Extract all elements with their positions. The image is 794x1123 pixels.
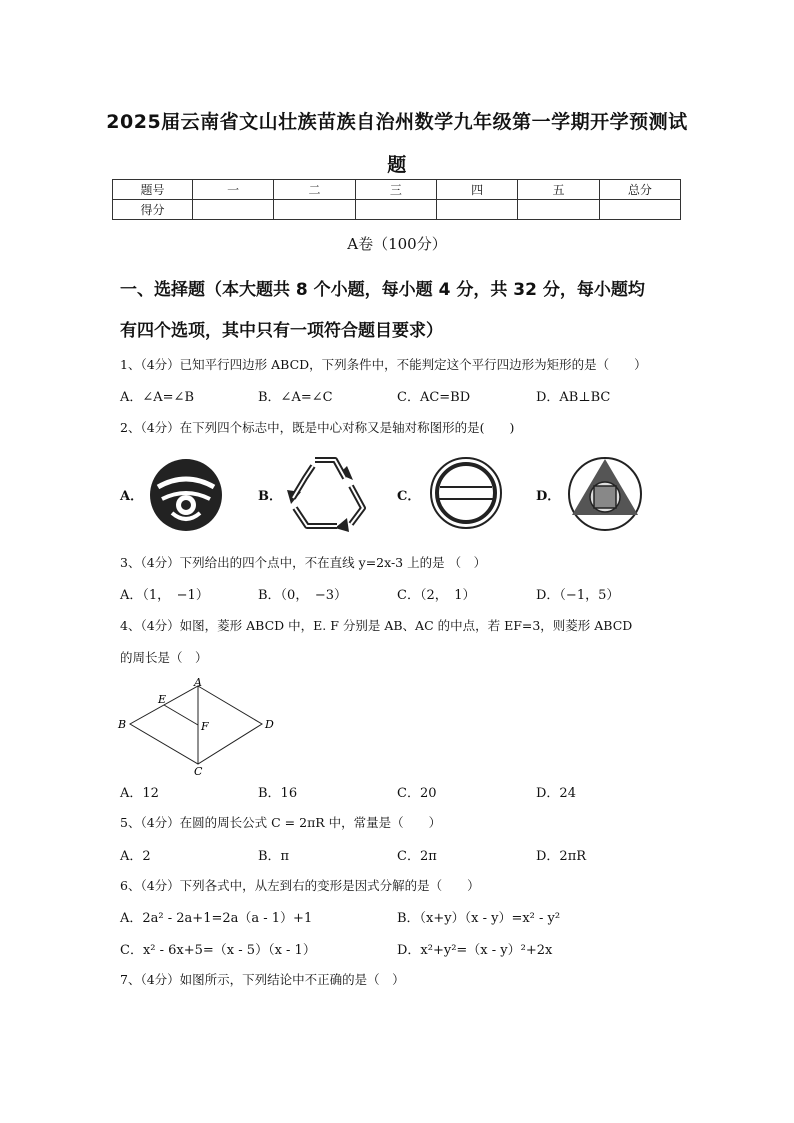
- question-2-text: 2、（4分）在下列四个标志中，既是中心对称又是轴对称图形的是( ): [120, 420, 515, 435]
- q6-option-c[interactable]: C．x² - 6x+5=（x - 5）（x - 1）: [120, 943, 316, 958]
- q6-option-d[interactable]: D．x²+y²=（x - y）²+2x: [397, 943, 553, 958]
- score-cell[interactable]: [436, 200, 517, 220]
- section-a-heading: A卷（100分）: [347, 235, 447, 253]
- score-cell[interactable]: [355, 200, 436, 220]
- q2-option-a[interactable]: A．: [120, 489, 144, 504]
- q1-option-c[interactable]: C．AC=BD: [397, 390, 471, 405]
- score-table-score-row: [113, 200, 681, 220]
- score-row-label: 得分: [113, 200, 193, 220]
- vertex-label-b: B: [118, 718, 127, 731]
- score-cell[interactable]: [274, 200, 355, 220]
- q5-option-a[interactable]: A．2: [120, 849, 151, 864]
- score-header-cell: 四: [436, 180, 517, 200]
- question-5-text: 5、（4分）在圆的周长公式 C = 2πR 中，常量是（ ）: [120, 815, 442, 830]
- score-header-cell: 题号: [113, 180, 193, 200]
- q5-option-d[interactable]: D．2πR: [536, 849, 587, 864]
- circle-bars-icon: [428, 455, 504, 531]
- bank-logo-icon: [148, 457, 224, 533]
- q3-option-a[interactable]: A．（1， −1）: [120, 588, 209, 603]
- score-cell[interactable]: [193, 200, 274, 220]
- q4-option-b[interactable]: B．16: [258, 786, 298, 801]
- recycle-icon: [285, 452, 369, 532]
- q5-option-c[interactable]: C．2π: [397, 849, 437, 864]
- circle-triangle-square-icon: [566, 455, 644, 533]
- score-header-cell: 总分: [599, 180, 680, 200]
- exam-title-line1: 2025届云南省文山壮族苗族自治州数学九年级第一学期开学预测试: [106, 111, 688, 133]
- q3-option-d[interactable]: D．（−1，5）: [536, 588, 620, 603]
- score-table-header-row: [113, 180, 681, 200]
- question-7-text: 7、（4分）如图所示，下列结论中不正确的是（ ）: [120, 972, 405, 987]
- question-1-text: 1、（4分）已知平行四边形 ABCD，下列条件中，不能判定这个平行四边形为矩形的是（ ）: [120, 357, 647, 372]
- score-header-cell: 三: [355, 180, 436, 200]
- question-6-text: 6、（4分）下列各式中，从左到右的变形是因式分解的是（ ）: [120, 878, 480, 893]
- vertex-label-d: D: [265, 718, 274, 731]
- score-cell[interactable]: [599, 200, 680, 220]
- q6-option-b[interactable]: B．（x+y）（x - y）=x² - y²: [397, 911, 561, 926]
- score-cell[interactable]: [518, 200, 599, 220]
- score-table: [112, 179, 681, 220]
- q5-option-b[interactable]: B．π: [258, 849, 290, 864]
- question-3-text: 3、（4分）下列给出的四个点中，不在直线 y=2x-3 上的是 （ ）: [120, 555, 487, 570]
- question-4-text-line2: 的周长是（ ）: [120, 650, 208, 665]
- question-4-text-line1: 4、（4分）如图，菱形 ABCD 中，E. F 分别是 AB、AC 的中点，若 EF=3，则菱形 ABCD: [120, 618, 633, 633]
- vertex-label-a: A: [194, 676, 202, 689]
- score-header-cell: 五: [518, 180, 599, 200]
- part1-heading-line2: 有四个选项，其中只有一项符合题目要求）: [120, 321, 443, 341]
- score-header-cell: 一: [193, 180, 274, 200]
- q4-option-a[interactable]: A．12: [120, 786, 159, 801]
- q6-option-a[interactable]: A．2a² - 2a+1=2a（a - 1）+1: [120, 911, 313, 926]
- point-label-f: F: [201, 720, 209, 733]
- point-label-e: E: [158, 693, 167, 706]
- score-header-cell: 二: [274, 180, 355, 200]
- q3-option-c[interactable]: C．（2， 1）: [397, 588, 476, 603]
- q3-option-b[interactable]: B．（0， −3）: [258, 588, 347, 603]
- q1-option-a[interactable]: A．∠A=∠B: [120, 390, 195, 405]
- q4-option-c[interactable]: C．20: [397, 786, 437, 801]
- q4-option-d[interactable]: D．24: [536, 786, 576, 801]
- vertex-label-c: C: [194, 765, 203, 776]
- q2-option-d[interactable]: D．: [536, 489, 561, 504]
- q2-option-b[interactable]: B．: [258, 489, 282, 504]
- q2-option-c[interactable]: C．: [397, 489, 421, 504]
- part1-heading-line1: 一、选择题（本大题共 8 个小题，每小题 4 分，共 32 分，每小题均: [120, 280, 645, 300]
- q1-option-b[interactable]: B．∠A=∠C: [258, 390, 333, 405]
- rhombus-figure: [114, 674, 284, 776]
- exam-title-line2: 题: [387, 154, 407, 176]
- q1-option-d[interactable]: D．AB⊥BC: [536, 390, 611, 405]
